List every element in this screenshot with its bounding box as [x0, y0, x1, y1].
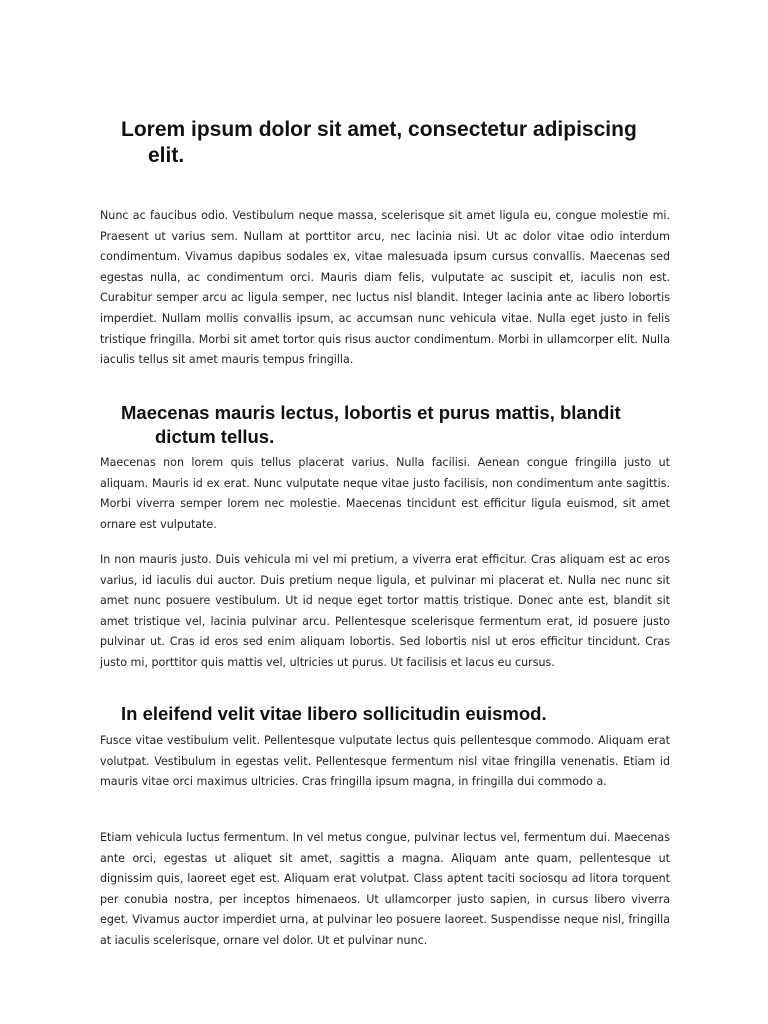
section-1-paragraph-1: Maecenas non lorem quis tellus placerat varius. Nulla facilisi. Aenean congue fringilla justo ut aliquam. Mauris id ex erat. Nunc vulputate neque vitae justo facilisis, non condimentum ante sagittis. Morbi viverra semper lorem nec molestie. Maecenas tincidunt est efficitur ligula euismod, sit amet ornare est vulputate.: [100, 456, 670, 531]
section-1-heading: [121, 401, 621, 449]
section-2-paragraph-2: Etiam vehicula luctus fermentum. In vel metus congue, pulvinar lectus vel, fermentum dui. Maecenas ante orci, egestas ut aliquet sit amet, sagittis a magna. Aliquam ante quam, pellentesque ut dignissim quis, laoreet eget est. Aliquam erat volutpat. Class aptent taciti sociosqu ad litora torquent per conubia nostra, per inceptos himenaeos. Ut ullamcorper justo sapien, in cursus libero viverra eget. Vivamus auctor imperdiet urna, at pulvinar leo posuere laoreet. Suspendisse neque nisl, fringilla at iaculis scelerisque, ornare vel dolor. Ut et pulvinar nunc.: [100, 831, 670, 947]
document-title: [121, 117, 637, 169]
document-title-line-1: Lorem ipsum dolor sit amet, consectetur adipiscing: [121, 118, 637, 141]
section-2-heading: In eleifend velit vitae libero sollicitudin euismod.: [121, 703, 547, 724]
section-2-paragraph-1: Fusce vitae vestibulum velit. Pellentesque vulputate lectus quis pellentesque commodo. Aliquam erat volutpat. Vestibulum in egestas velit. Pellentesque fermentum nisl vitae fringilla venenatis. Etiam id mauris vitae orci maximus ultricies. Cras fringilla ipsum magna, in fringilla dui commodo a.: [100, 734, 670, 789]
document-title-line-2: elit.: [148, 144, 185, 167]
section-1-heading-line-1: Maecenas mauris lectus, lobortis et purus mattis, blandit: [121, 402, 621, 423]
section-1-heading-line-2: dictum tellus.: [155, 426, 275, 447]
section-1-paragraph-2: In non mauris justo. Duis vehicula mi vel mi pretium, a viverra erat efficitur. Cras aliquam est ac eros varius, id iaculis dui auctor. Duis pretium neque ligula, et pulvinar mi placerat et. Nulla nec nunc sit amet nunc posuere vestibulum. Ut id neque eget tortor mattis tristique. Donec ante est, blandit sit amet tristique vel, lacinia pulvinar arcu. Pellentesque scelerisque fermentum erat, id posuere justo pulvinar ut. Cras id eros sed enim aliquam lobortis. Sed lobortis nisl ut eros efficitur tincidunt. Cras justo mi, porttitor quis mattis vel, ultricies ut purus. Ut facilisis et lacus eu cursus.: [100, 553, 670, 669]
intro-paragraph: Nunc ac faucibus odio. Vestibulum neque massa, scelerisque sit amet ligula eu, congue molestie mi. Praesent ut varius sem. Nullam at porttitor arcu, nec lacinia nisi. Ut ac dolor vitae odio interdum condimentum. Vivamus dapibus sodales ex, vitae malesuada ipsum cursus convallis. Maecenas sed egestas nulla, ac condimentum orci. Mauris diam felis, vulputate ac suscipit et, iaculis non est. Curabitur semper arcu ac ligula semper, nec luctus nisl blandit. Integer lacinia ante ac libero lobortis imperdiet. Nullam mollis convallis ipsum, ac accumsan nunc vehicula vitae. Nulla eget justo in felis tristique fringilla. Morbi sit amet tortor quis risus auctor condimentum. Morbi in ullamcorper elit. Nulla iaculis tellus sit amet mauris tempus fringilla.: [100, 209, 670, 367]
